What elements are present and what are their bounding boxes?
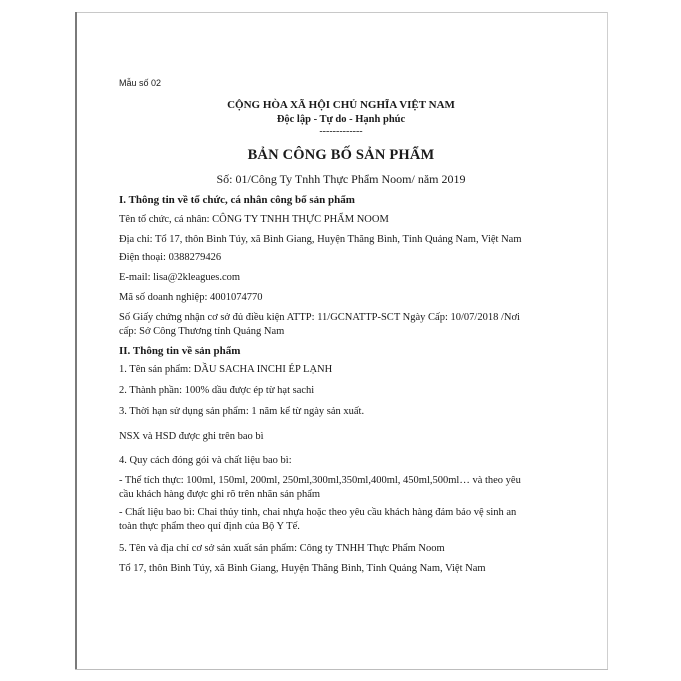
header-divider: ------------- — [319, 126, 363, 137]
document-number: Số: 01/Công Ty Tnhh Thực Phẩm Noom/ năm 2019 — [216, 172, 466, 186]
certificate-line-1: Số Giấy chứng nhận cơ sở đủ điều kiện ATTP: 11/GCNATTP-SCT Ngày Cấp: 10/07/2018 /Nơi — [119, 312, 520, 323]
form-number: Mẫu số 02 — [119, 78, 162, 88]
page-title: BẢN CÔNG BỐ SẢN PHẨM — [247, 147, 435, 163]
tax-code: Mã số doanh nghiệp: 4001074770 — [119, 292, 263, 303]
page-edge-right — [607, 12, 608, 670]
product-name: 1. Tên sản phẩm: DẦU SACHA INCHI ÉP LẠNH — [119, 364, 333, 375]
org-phone: Điện thoại: 0388279426 — [119, 252, 222, 263]
volume-line-1: - Thể tích thực: 100ml, 150ml, 200ml, 250ml,300ml,350ml,400ml, 450ml,500ml… và theo yêu — [119, 475, 521, 486]
country-header: CỘNG HÒA XÃ HỘI CHỦ NGHĨA VIỆT NAM — [227, 99, 455, 111]
org-email: E-mail: lisa@2kleagues.com — [119, 272, 241, 283]
material-line-1: - Chất liệu bao bì: Chai thủy tinh, chai nhựa hoặc theo yêu cầu khách hàng đảm bảo vệ sinh an — [119, 507, 517, 518]
org-address: Địa chỉ: Tổ 17, thôn Bình Túy, xã Bình Giang, Huyện Thăng Bình, Tỉnh Quảng Nam, Việt Nam — [119, 234, 522, 245]
motto: Độc lập - Tự do - Hạnh phúc — [276, 114, 406, 125]
material-line-2: toàn thực phẩm theo quí định của Bộ Y Tế. — [119, 521, 300, 532]
product-ingredients: 2. Thành phần: 100% dầu được ép từ hạt sachi — [119, 385, 315, 396]
certificate-line-2: cấp: Sở Công Thương tỉnh Quảng Nam — [119, 326, 285, 337]
manufacturer-name: 5. Tên và địa chỉ cơ sở sản xuất sản phẩm: Công ty TNHH Thực Phẩm Noom — [119, 543, 445, 554]
volume-line-2: cầu khách hàng được ghi rõ trên nhãn sản phẩm — [119, 489, 321, 500]
production-date-note: NSX và HSD được ghi trên bao bì — [119, 431, 264, 442]
org-name: Tên tổ chức, cá nhân: CÔNG TY TNHH THỰC PHẨM NOOM — [119, 214, 389, 225]
page-edge-top — [75, 12, 607, 13]
product-shelf-life: 3. Thời hạn sử dụng sản phẩm: 1 năm kể từ ngày sản xuất. — [119, 406, 365, 417]
manufacturer-address: Tổ 17, thôn Bình Túy, xã Bình Giang, Huyện Thăng Bình, Tỉnh Quảng Nam, Việt Nam — [119, 563, 486, 574]
section-2-heading: II. Thông tin về sản phẩm — [119, 345, 241, 357]
page-edge-bottom — [75, 669, 608, 670]
section-1-heading: I. Thông tin về tổ chức, cá nhân công bố sản phẩm — [119, 194, 355, 206]
packaging-heading: 4. Quy cách đóng gói và chất liệu bao bì: — [119, 455, 292, 466]
